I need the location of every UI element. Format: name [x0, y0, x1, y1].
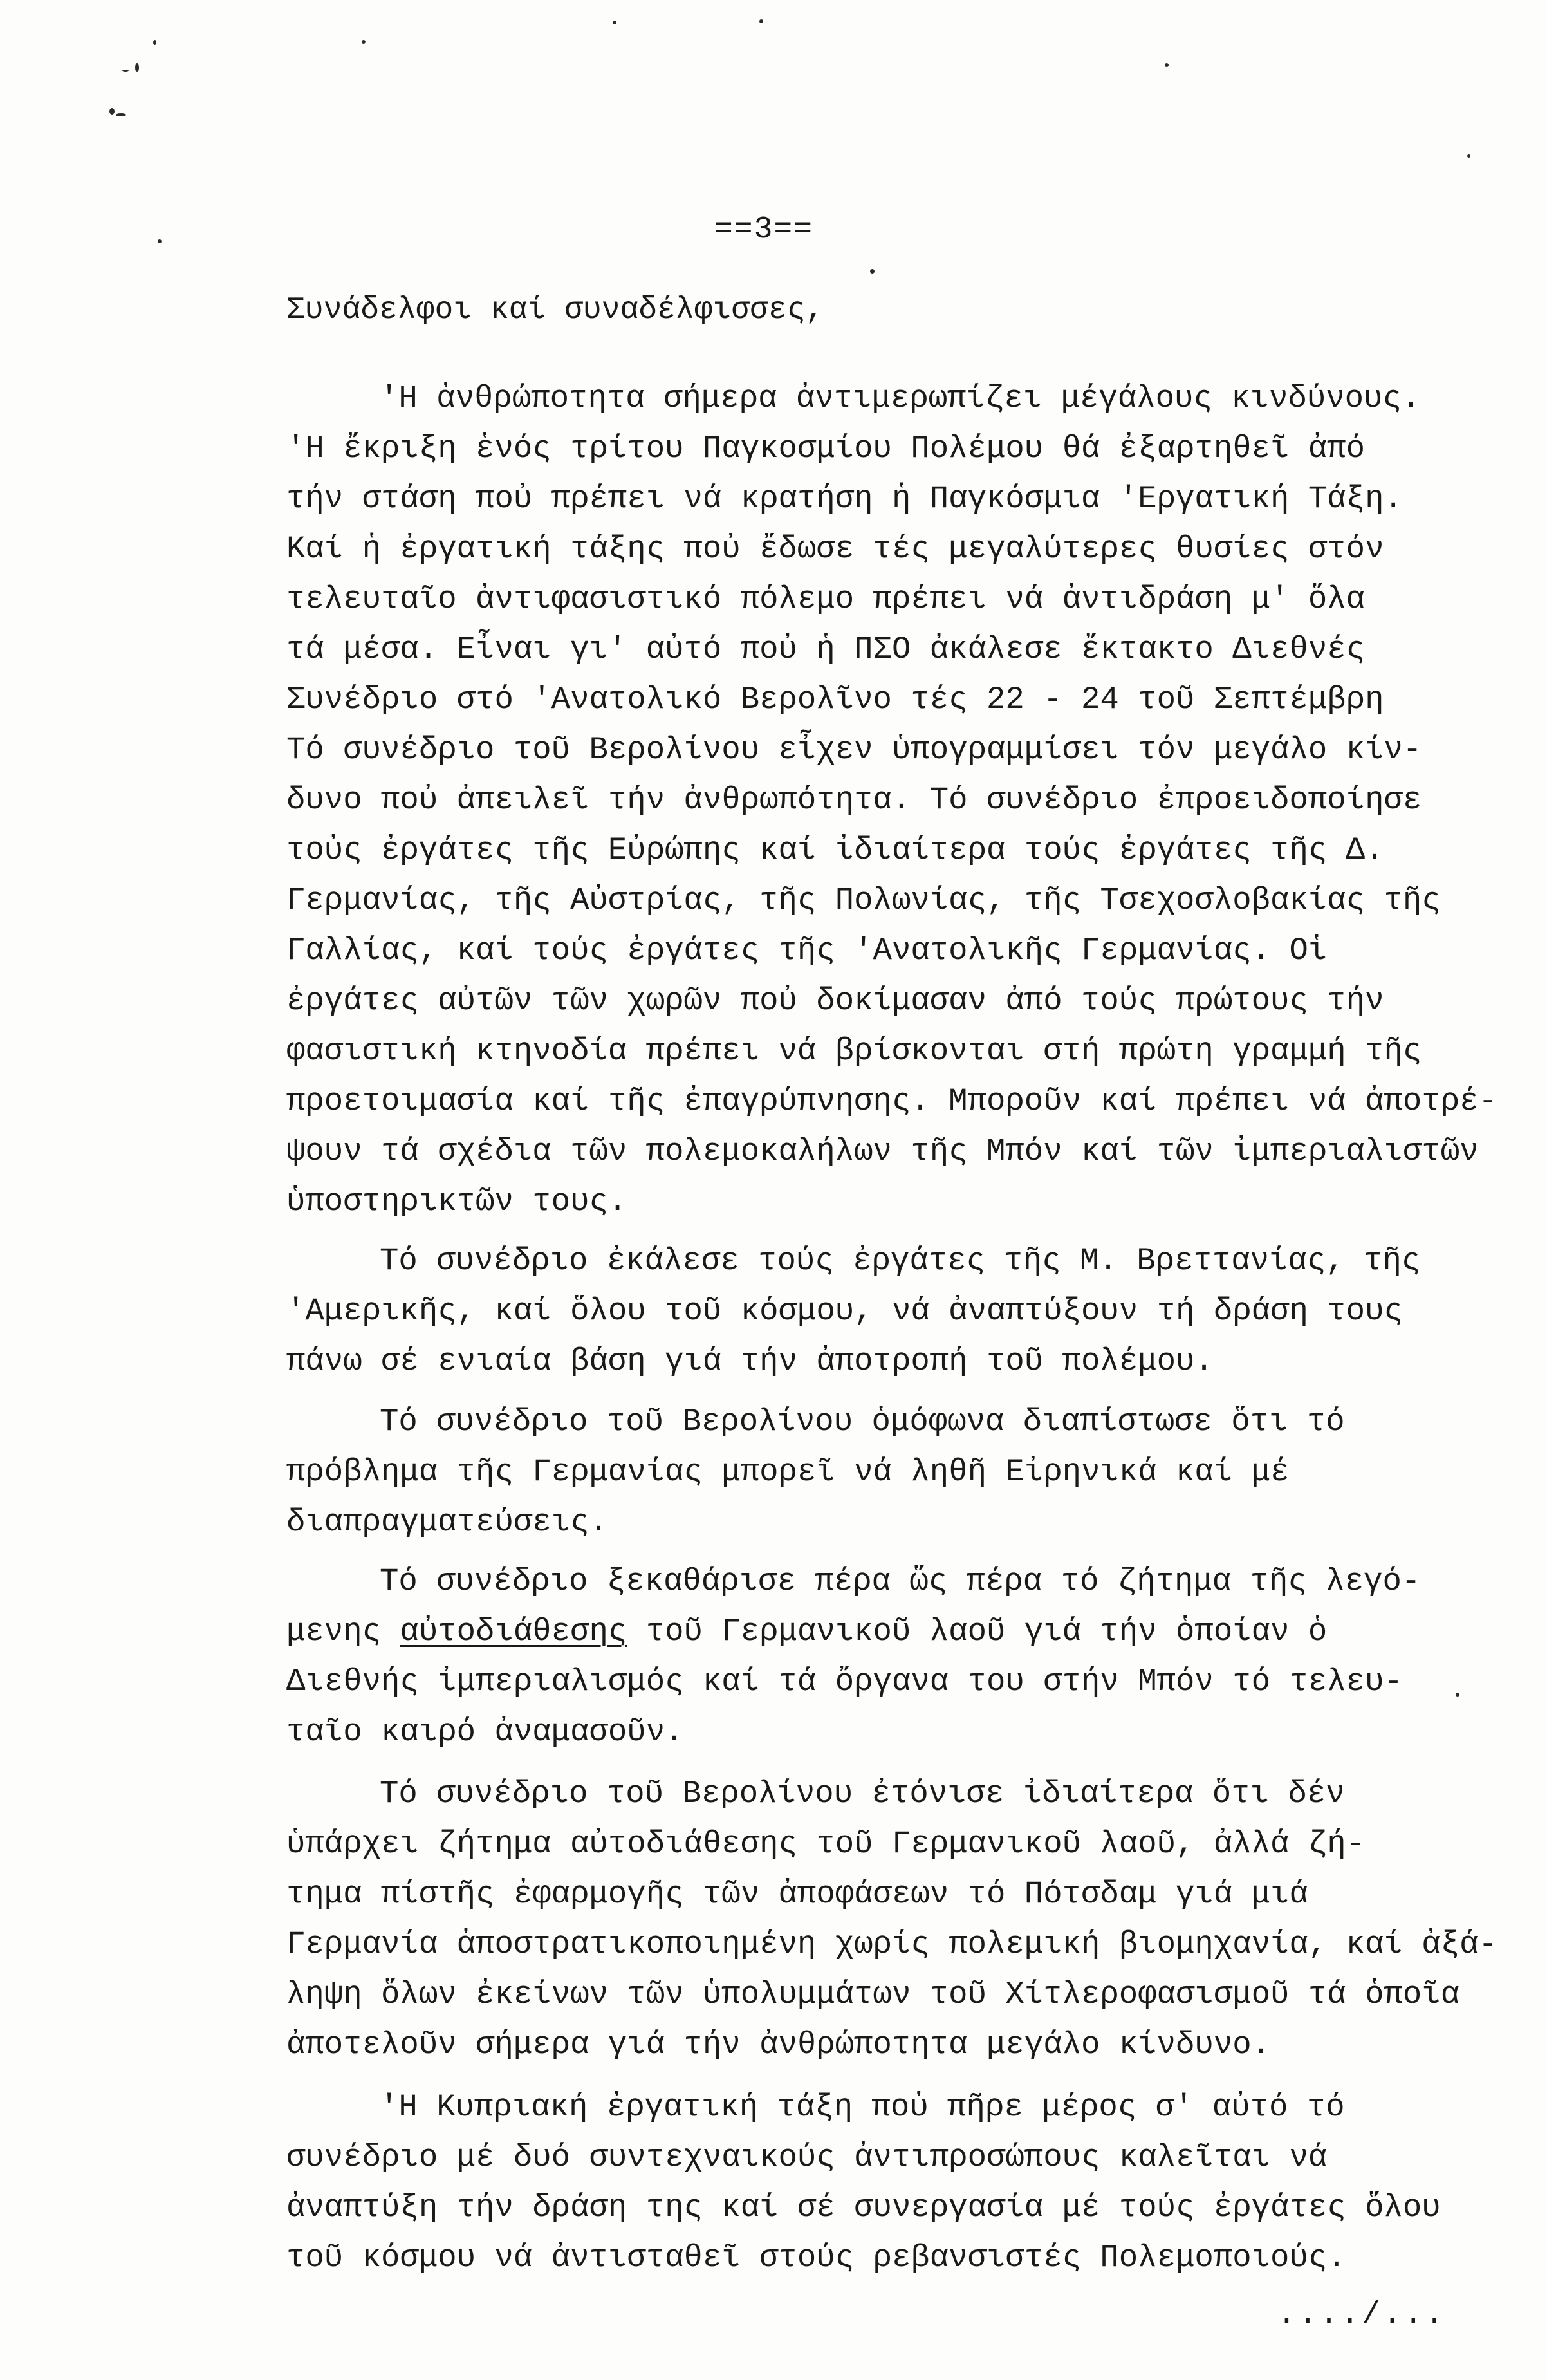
- text-line: τημα πίστῆς ἐφαρμογῆς τῶν ἀποφάσεων τό Πότσδαμ γιά μιά: [286, 1876, 1308, 1912]
- scan-speck: [1165, 63, 1169, 67]
- text-fragment: τοῦ Γερμανικοῦ λαοῦ γιά τήν ὁποίαν ὁ: [627, 1613, 1328, 1650]
- text-line: ὑποστηρικτῶν τους.: [286, 1184, 627, 1220]
- scan-speck: [135, 63, 139, 72]
- scan-speck: [158, 239, 162, 243]
- text-line: Τό συνέδριο τοῦ Βερολίνου ἐτόνισε ἰδιαίτερα ὅτι δέν: [380, 1776, 1345, 1812]
- text-line: τελευταῖο ἀντιφασιστικό πόλεμο πρέπει νά ἀντιδράση μ' ὅλα: [286, 581, 1366, 617]
- text-line: 'Η ἔκριξη ἑνός τρίτου Παγκοσμίου Πολέμου θά ἐξαρτηθεῖ ἀπό: [286, 431, 1366, 467]
- text-line: ταῖο καιρό ἀναμασοῦν.: [286, 1714, 684, 1750]
- text-line: Γαλλίας, καί τούς ἐργάτες τῆς 'Ανατολικῆς Γερμανίας. Οἱ: [286, 933, 1328, 969]
- scan-speck: [153, 40, 156, 45]
- scan-speck: [116, 113, 126, 116]
- text-line: διαπραγματεύσεις.: [286, 1504, 608, 1540]
- paragraph-4: [286, 1556, 1483, 1757]
- scan-speck: [870, 269, 875, 274]
- text-fragment: μενης: [286, 1613, 400, 1650]
- text-line: ὑπάρχει ζήτημα αὐτοδιάθεσης τοῦ Γερμανικοῦ λαοῦ, ἀλλά ζή-: [286, 1826, 1366, 1862]
- continuation-marker: ..../...: [1277, 2298, 1447, 2332]
- text-line: Τό συνέδριο τοῦ Βερολίνου ὁμόφωνα διαπίστωσε ὅτι τό: [380, 1404, 1345, 1440]
- text-line: συνέδριο μέ δυό συντεχναικούς ἀντιπροσώπους καλεῖται νά: [286, 2139, 1328, 2175]
- text-line: Καί ἡ ἐργατική τάξης ποὐ ἔδωσε τές μεγαλύτερες θυσίες στόν: [286, 531, 1384, 567]
- text-line: Τό συνέδριο ἐκάλεσε τούς ἐργάτες τῆς Μ. Βρεττανίας, τῆς: [380, 1243, 1421, 1279]
- text-line: πρόβλημα τῆς Γερμανίας μπορεῖ νά ληθῆ Εἰρηνικά καί μέ: [286, 1454, 1290, 1490]
- text-line: ἀποτελοῦν σήμερα γιά τήν ἀνθρώποτητα μεγάλο κίνδυνο.: [286, 2027, 1271, 2063]
- text-line: πάνω σέ ενιαία βάση γιά τήν ἀποτροπή τοῦ πολέμου.: [286, 1343, 1214, 1379]
- text-line: ἀναπτύξη τήν δράση της καί σέ συνεργασία μέ τούς ἐργάτες ὅλου: [286, 2189, 1441, 2226]
- text-line: τά μέσα. Εἶναι γι' αὐτό ποὐ ἡ ΠΣΟ ἀκάλεσε ἔκτακτο Διεθνές: [286, 631, 1366, 667]
- text-line: Γερμανίας, τῆς Αὐστρίας, τῆς Πολωνίας, τῆς Τσεχοσλοβακίας τῆς: [286, 882, 1441, 918]
- text-line: τοὐς ἐργάτες τῆς Εὐρώπης καί ἰδιαίτερα τούς ἐργάτες τῆς Δ.: [286, 832, 1384, 868]
- paragraph-6: [286, 2082, 1483, 2283]
- paragraph-5: [286, 1769, 1497, 2070]
- text-line: τοῦ κόσμου νά ἀντισταθεῖ στούς ρεβανσιστές Πολεμοποιούς.: [286, 2240, 1346, 2276]
- text-line: [286, 1606, 1483, 1657]
- paragraph-2: [286, 1236, 1483, 1386]
- underlined-term: αὐτοδιάθεσης: [400, 1613, 627, 1650]
- text-line: 'Η ἀνθρώποτητα σήμερα ἀντιμερωπίζει μέγάλους κινδύνους.: [380, 380, 1421, 416]
- text-line: Διεθνής ἰμπεριαλισμός καί τά ὄργανα του στήν Μπόν τό τελευ-: [286, 1664, 1403, 1700]
- paragraph-1: [286, 373, 1497, 1227]
- text-line: φασιστική κτηνοδία πρέπει νά βρίσκονται στή πρώτη γραμμή τῆς: [286, 1033, 1422, 1069]
- page-number: ==3==: [714, 212, 814, 247]
- text-line: ψουν τά σχέδια τῶν πολεμοκαλήλων τῆς Μπόν καί τῶν ἰμπεριαλιστῶν: [286, 1133, 1479, 1169]
- scan-speck: [122, 70, 129, 72]
- text-line: ἐργάτες αὐτῶν τῶν χωρῶν ποὐ δοκίμασαν ἀπό τούς πρώτους τήν: [286, 983, 1384, 1019]
- text-line: Γερμανία ἀποστρατικοποιημένη χωρίς πολεμική βιομηχανία, καί ἀξά-: [286, 1926, 1497, 1962]
- scan-speck: [759, 19, 763, 23]
- text-line: δυνο ποὐ ἀπειλεῖ τήν ἀνθρωπότητα. Τό συνέδριο ἐπροειδοποίησε: [286, 782, 1422, 818]
- text-line: ληψη ὅλων ἐκείνων τῶν ὑπολυμμάτων τοῦ Χίτλεροφασισμοῦ τά ὁποῖα: [286, 1976, 1460, 2013]
- text-line: προετοιμασία καί τῆς ἐπαγρύπνησης. Μποροῦν καί πρέπει νά ἀποτρέ-: [286, 1083, 1497, 1119]
- text-line: Τό συνέδριο ξεκαθάρισε πέρα ὥς πέρα τό ζήτημα τῆς λεγό-: [380, 1563, 1421, 1599]
- text-line: Συνέδριο στό 'Ανατολικό Βερολῖνο τές 22 - 24 τοῦ Σεπτέμβρη: [286, 682, 1384, 718]
- scan-speck: [613, 21, 616, 24]
- text-line: τήν στάση ποὐ πρέπει νά κρατήση ἡ Παγκόσμια 'Εργατική Τάξη.: [286, 481, 1403, 517]
- scan-speck: [1467, 154, 1470, 158]
- text-line: 'Αμερικῆς, καί ὅλου τοῦ κόσμου, νά ἀναπτύξουν τή δράση τους: [286, 1293, 1403, 1329]
- salutation: Συνάδελφοι καί συναδέλφισσες,: [286, 293, 824, 328]
- paragraph-3: [286, 1397, 1483, 1547]
- scan-speck: [109, 108, 115, 115]
- text-line: Τό συνέδριο τοῦ Βερολίνου εἶχεν ὑπογραμμίσει τόν μεγάλο κίν-: [286, 732, 1422, 768]
- scan-speck: [362, 40, 366, 44]
- text-line: 'Η Κυπριακή ἐργατική τάξη ποὐ πῆρε μέρος σ' αὐτό τό: [380, 2089, 1345, 2125]
